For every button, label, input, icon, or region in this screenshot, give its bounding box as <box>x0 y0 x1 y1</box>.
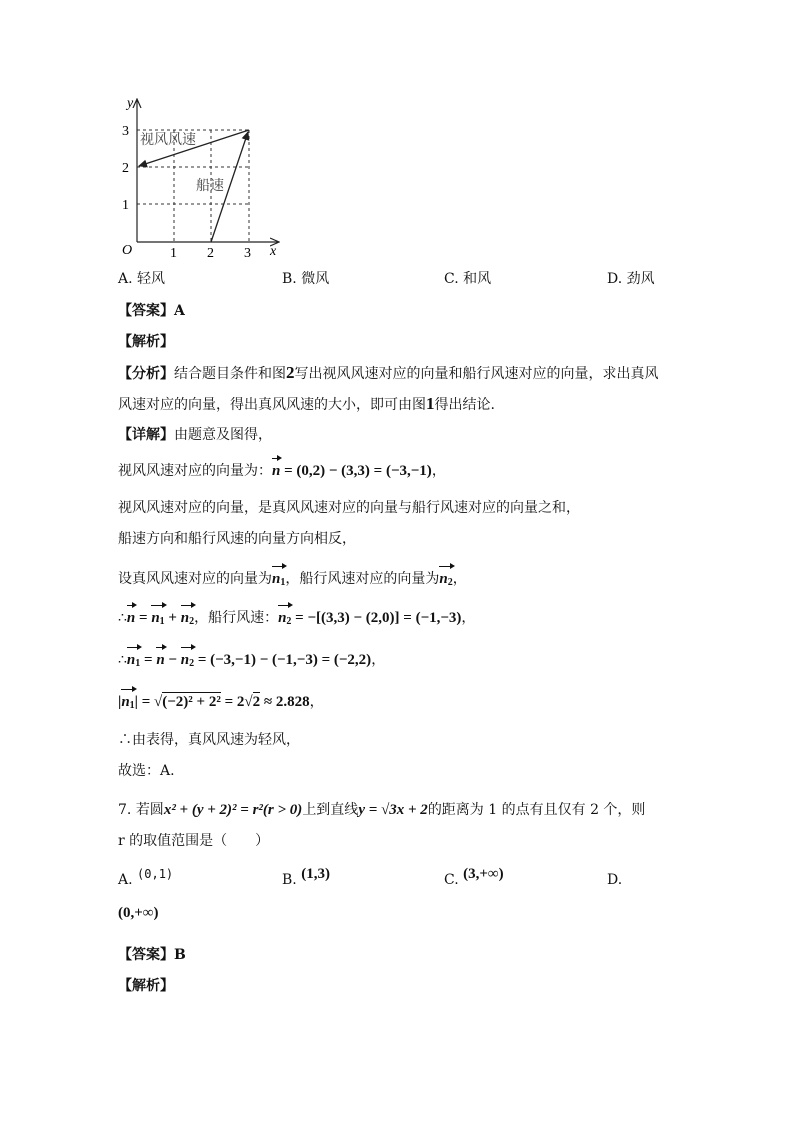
x-axis-label: x <box>270 244 277 259</box>
origin-label: O <box>122 243 133 258</box>
xiangjie-line: 【详解】由题意及图得， <box>118 427 272 443</box>
y-tick-2: 2 <box>122 161 129 176</box>
q6-option-a: A. 轻风 <box>118 271 166 287</box>
analysis-label: 【解析】 <box>118 334 174 350</box>
choose-line: 故选：A. <box>118 763 175 779</box>
sum-line: 视风风速对应的向量，是真风风速对应的向量与船行风速对应的向量之和， <box>118 500 580 516</box>
x-tick-2: 2 <box>207 246 214 261</box>
q7-option-d-value: (0,+∞) <box>118 905 159 921</box>
q6-option-b: B. 微风 <box>282 271 330 287</box>
fenxi-line-2: 风速对应的向量，得出真风风速的大小，即可由图1得出结论. <box>118 394 495 413</box>
apparent-vector-line: 视风风速对应的向量为：n = (0,2) − (3,3) = (−3,−1)， <box>118 463 446 479</box>
x-tick-3: 3 <box>244 246 251 261</box>
q7-option-a: A. (0,1) <box>118 867 174 888</box>
q7-stem-line-2: r 的取值范围是（ ） <box>118 833 270 849</box>
q6-option-c: C. 和风 <box>444 271 492 287</box>
wind-vector-figure <box>110 92 290 262</box>
ship-speed-label: 船速 <box>196 179 224 194</box>
direction-line: 船速方向和船行风速的向量方向相反， <box>118 531 356 547</box>
y-axis-label: y <box>127 96 134 111</box>
answer-label: 【答案】A <box>118 303 185 319</box>
analysis-label-2: 【解析】 <box>118 978 174 994</box>
q7-option-d: D. <box>607 872 623 888</box>
y-tick-3: 3 <box>122 124 129 139</box>
n1-equation-line: $\therefore n_1 = n - n_2 = (-3,-1) - (-1,-3) = (-2,2)$， <box>118 651 385 673</box>
x-tick-1: 1 <box>170 246 177 261</box>
answer-label-2: 【答案】B <box>118 947 186 963</box>
q7-option-b: B. (1,3) <box>282 866 330 888</box>
conclusion-line: ∴由表得，真风风速为轻风， <box>118 732 300 748</box>
magnitude-line: $|n_1| = √(-2)^2 + 2^2 = 2√2 \approx 2.828$， <box>118 693 324 715</box>
set-vectors-line: 设真风风速对应的向量为$n_1$，船行风速对应的向量为$n_2$， <box>118 570 467 592</box>
sum-equation-line: ∴n = $n_1 + n_2$，船行风速：$n_2 = -[(3,3) - (2,0)] = (-1,-3)$， <box>118 609 475 631</box>
q7-stem-line-1: 7. 若圆x² + (y + 2)² = r²(r > 0)上到直线y = √3x + 2的距离为 1 的点有且仅有 2 个，则 <box>118 802 646 818</box>
fenxi-line-1: 【分析】结合题目条件和图2写出视风风速对应的向量和船行风速对应的向量，求出真风 <box>118 363 659 382</box>
q7-option-c: C. (3,+∞) <box>444 866 504 888</box>
apparent-wind-label: 视风风速 <box>140 133 196 148</box>
y-tick-1: 1 <box>122 198 129 213</box>
q6-option-d: D. 劲风 <box>607 271 655 287</box>
